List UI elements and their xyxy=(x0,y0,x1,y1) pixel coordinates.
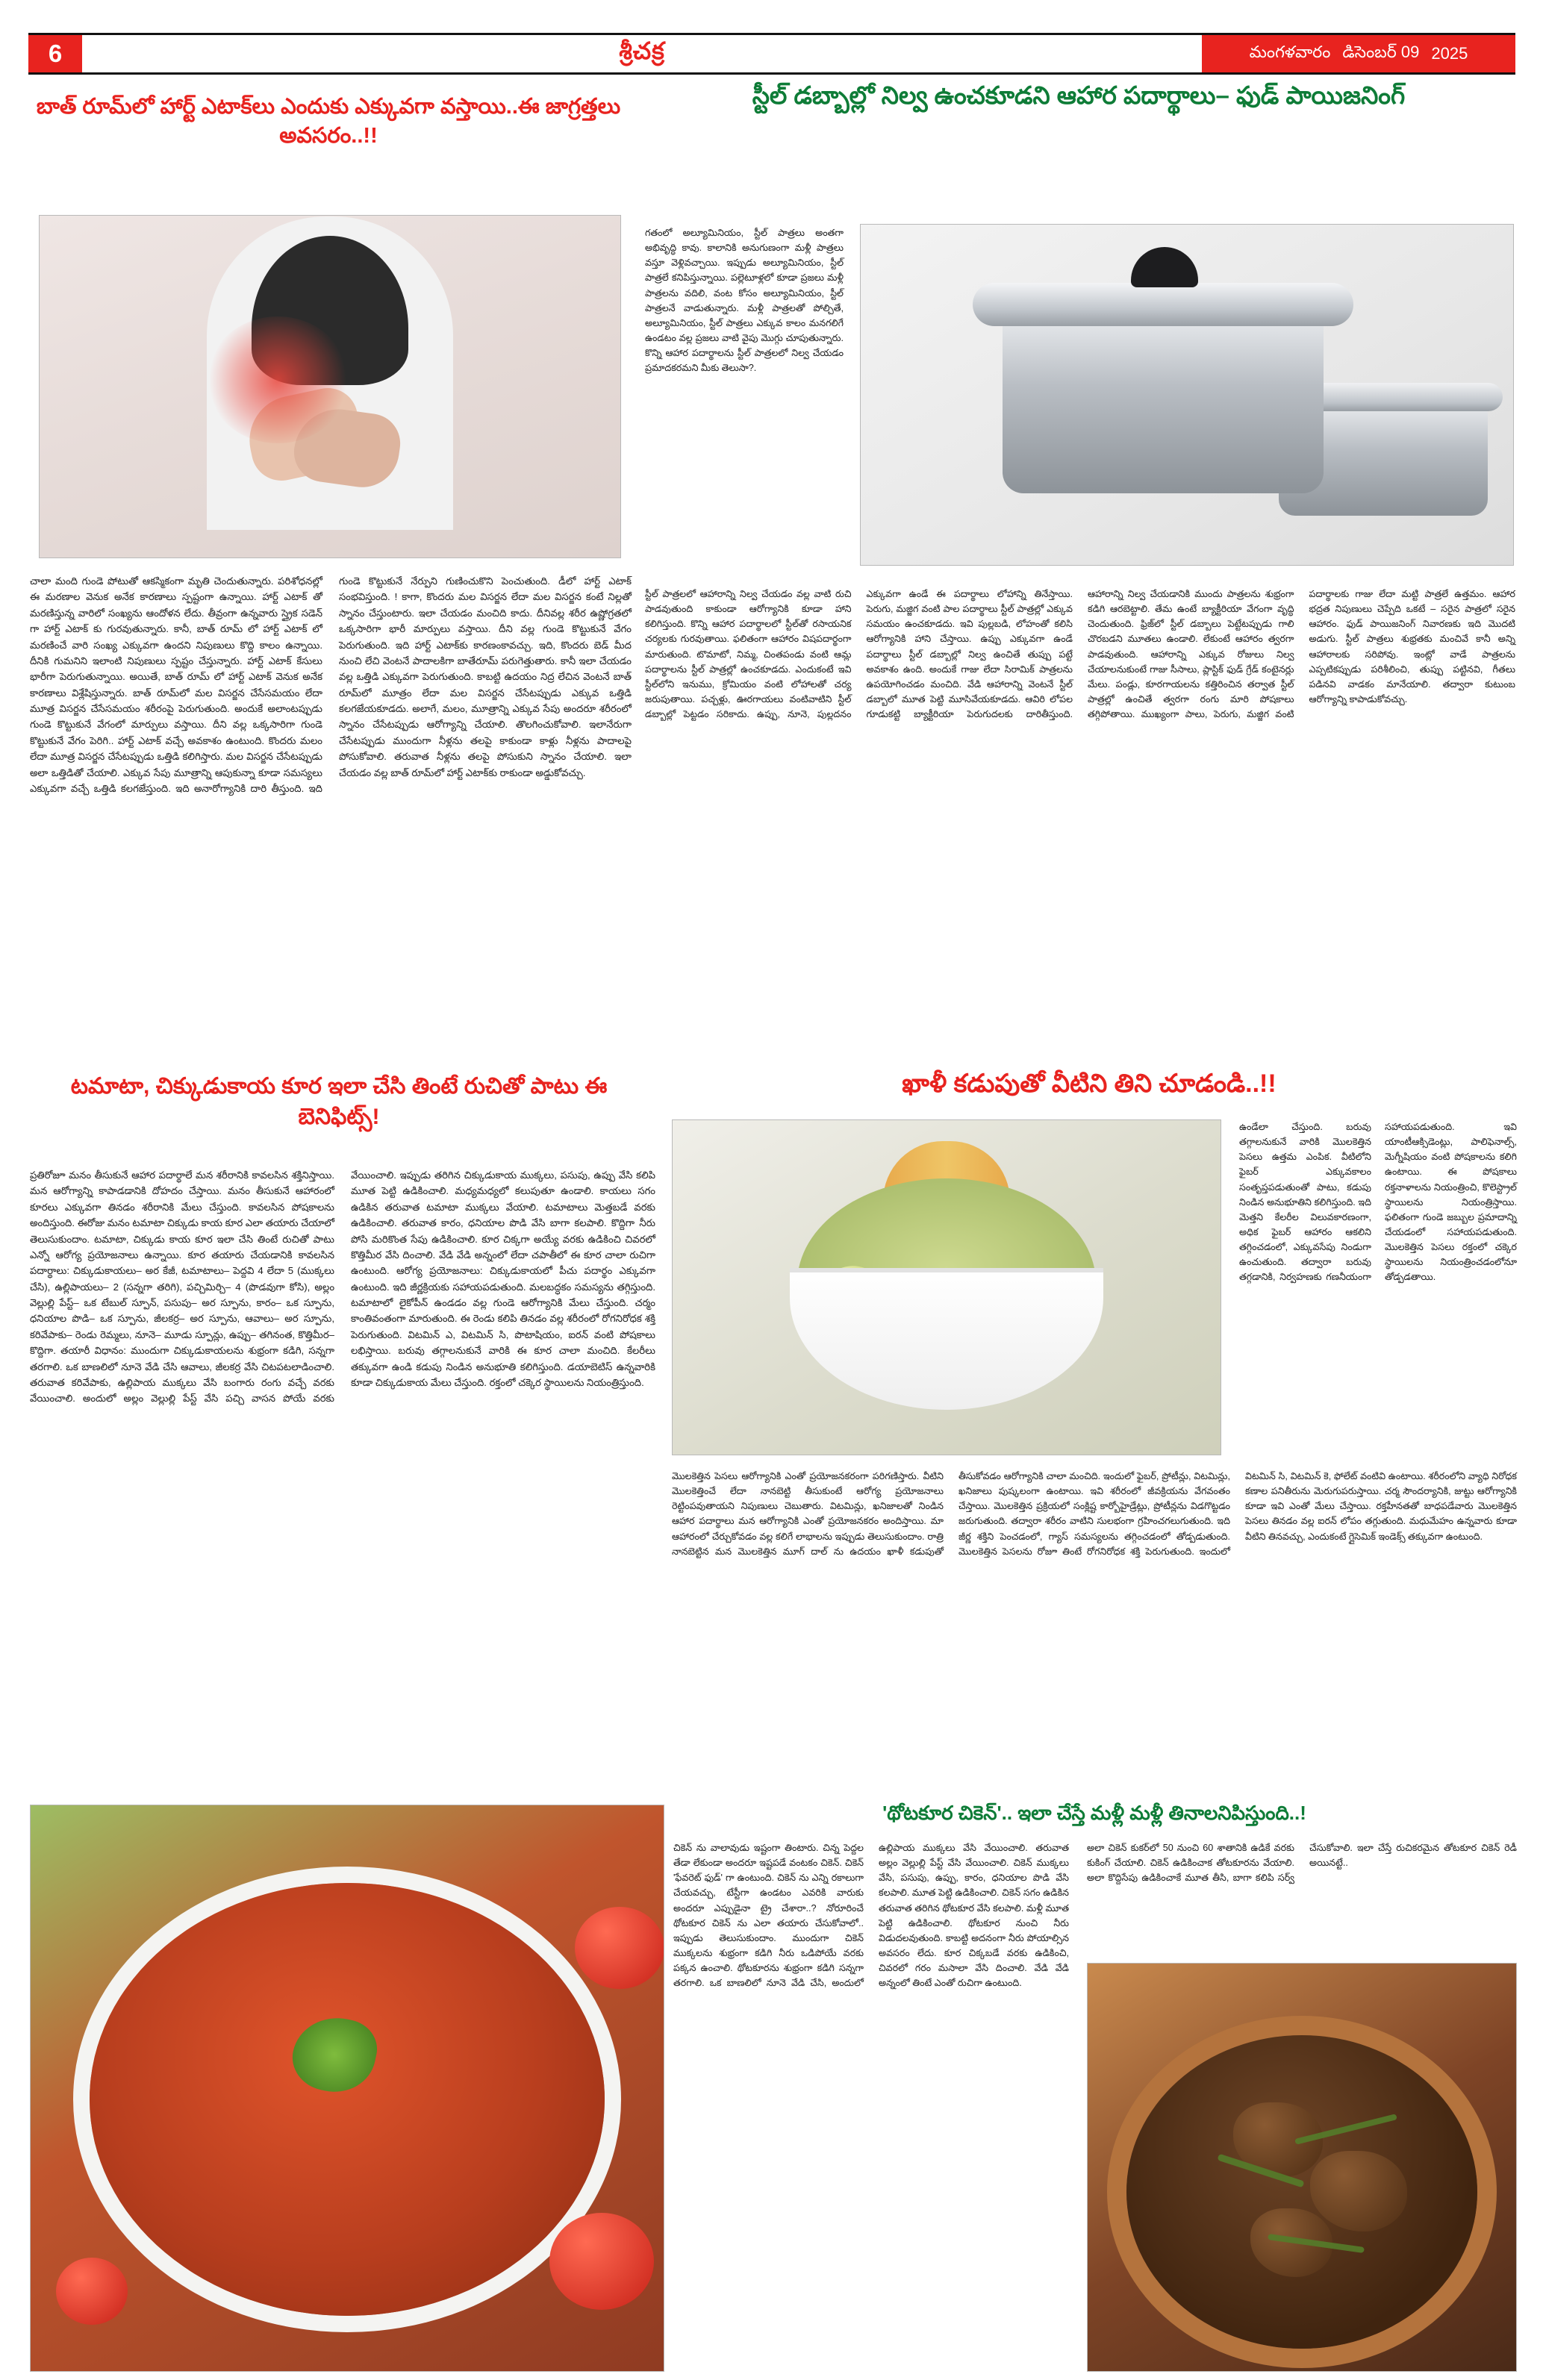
woman-chest-pain-photo xyxy=(39,215,621,558)
masthead-center xyxy=(82,35,1202,72)
story3-headline: టమాటా, చిక్కుడుకాయ కూర ఇలా చేసి తింటే రుచితో పాటు ఈ బెనిఫిట్స్! xyxy=(70,1074,608,1129)
story4-sidebar-text: ఉండేలా చేస్తుంది. బరువు తగ్గాలనుకునే వారికి మొలకెత్తిన పెసలు ఉత్తమ ఎంపిక. వీటిలోని ఫైబర్ ఎక్కువకాలం సంతృప్తపడుతుంతో పాటు, కడుపు నిండిన అనుభూతిని కలిగిస్తుంది. ఇది మెత్తని కేలరీల విలువకారణంగా, అధిక ఫైబర్ ఆహారం ఆకలిని తగ్గించడంలో, ఎక్కువసేపు నిండుగా ఉంచుతుంది. తద్వారా బరువు తగ్గడానికి, నిర్వహణకు గణనీయంగా సహాయపడుతుంది. ఇవి యాంటీఆక్సిడెంట్లు, పాలిఫెనాల్స్, మెగ్నీషియం వంటి పోషకాలను కలిగి ఉంటాయి. ఈ పోషకాలు రక్తనాళాలను నియంత్రించి, కొలెస్ట్రాల్ స్థాయిలను నియంత్రిస్తాయి. ఫలితంగా గుండె జబ్బుల ప్రమాదాన్ని చేయడంలో సహాయపడుతుంది. మొలకెత్తిన పెసలు రక్తంలో చక్కెర స్థాయిలను నియంత్రించడంలోనూ తోడ్పడతాయి. xyxy=(1239,1122,1517,1283)
story5-body-right: అలా చికెన్ కుకర్‌లో 50 నుంచి 60 శాతానికి ఉడికే వరకు కుకింగ్ చేయాలి. చికెన్ ఉడికించాక తోటకూరను వేయాలి. అలా కొద్దిసేపు ఉడికించాకే మూత తీసి, బాగా కలిపి సర్వ్ చేసుకోవాలి. ఇలా చేస్తే రుచికరమైన తోటకూర చికెన్ రెడీ అయినట్టే.. xyxy=(1087,1843,1517,1884)
photo-pot-knob xyxy=(1131,247,1198,287)
sprouts-bowl-photo xyxy=(672,1119,1221,1455)
story2-body: స్టీల్ పాత్రలలో ఆహారాన్ని నిల్వ చేయడం వల్ల వాటి రుచి పాడవుతుంది కాకుండా ఆరోగ్యానికి కూడా హాని కలిగిస్తుంది. కొన్ని ఆహార పదార్థాలలో స్టీల్‌తో రసాయనిక చర్యలకు గురవుతాయి. ఫలితంగా ఆహారం విషపదార్థంగా మారుతుంది. టొమాటో, నిమ్మ, చింతపండు వంటి ఆమ్ల పదార్థాలను స్టీల్ పాత్రల్లో ఉంచకూడదు. ఎందుకంటే ఇవి స్టీల్‌లోని ఇనుము, క్రోమియం వంటి లోహాలతో చర్య జరుపుతాయి. పచ్చళ్లు, ఊరగాయలు వంటివాటిని స్టీల్ డబ్బాల్లో పెట్టడం సరికాదు. ఉప్పు, నూనె, పుల్లదనం ఎక్కువగా ఉండే ఈ పదార్థాలు లోహాన్ని తినేస్తాయి. పెరుగు, మజ్జిగ వంటి పాల పదార్థాలు స్టీల్ పాత్రల్లో ఎక్కువ సమయం ఉంచకూడదు. ఇవి పుల్లబడి, లోహంతో కలిసి ఆరోగ్యానికి హాని చేస్తాయి. ఉప్పు ఎక్కువగా ఉండే పదార్థాలు స్టీల్ డబ్బాల్లో నిల్వ ఉంచితే తుప్పు పట్టే అవకాశం ఉంది. అందుకే గాజు లేదా సిరామిక్ పాత్రలను ఉపయోగించడం మంచిది. వేడి ఆహారాన్ని వెంటనే స్టీల్ డబ్బాలో మూత పెట్టి మూసివేయకూడదు. ఆవిరి లోపల గూడుకట్టి బ్యాక్టీరియా పెరుగుదలకు దారితీస్తుంది. ఆహారాన్ని నిల్వ చేయడానికి ముందు పాత్రలను శుభ్రంగా కడిగి ఆరబెట్టాలి. తేమ ఉంటే బ్యాక్టీరియా వేగంగా వృద్ధి చెందుతుంది. ఫ్రిజ్‌లో స్టీల్ డబ్బాలు పెట్టేటప్పుడు గాలి చొరబడని మూతలు ఉండాలి. లేకుంటే ఆహారం త్వరగా పాడవుతుంది. ఆహారాన్ని ఎక్కువ రోజులు నిల్వ చేయాలనుకుంటే గాజు సీసాలు, ప్లాస్టిక్ ఫుడ్ గ్రేడ్ కంటైనర్లు మేలు. పండ్లు, కూరగాయలను కత్తిరించిన తర్వాత స్టీల్ పాత్రల్లో ఉంచితే త్వరగా రంగు మారి పోషకాలు తగ్గిపోతాయి. ముఖ్యంగా పాలు, పెరుగు, మజ్జిగ వంటి పదార్థాలకు గాజు లేదా మట్టి పాత్రలే ఉత్తమం. ఆహార భద్రత నిపుణులు చెప్పేది ఒకటే – సరైన పాత్రలో సరైన ఆహారం. ఫుడ్ పాయిజనింగ్ నివారణకు ఇది మొదటి అడుగు. స్టీల్ పాత్రలు శుభ్రతకు మంచివే కానీ అన్ని ఆహారాలకు సరిపోవు. ఇంట్లో వాడే పాత్రలను ఎప్పటికప్పుడు పరిశీలించి, తుప్పు పట్టినవి, గీతలు పడినవి వాడకం మానేయాలి. తద్వారా కుటుంబ ఆరోగ్యాన్ని కాపాడుకోవచ్చు. xyxy=(645,589,1515,720)
photo-large-pot xyxy=(1003,314,1324,493)
stainless-steel-pot-photo xyxy=(860,224,1514,566)
photo-tomato-1 xyxy=(575,1907,664,1989)
date-block xyxy=(1202,35,1515,72)
story3-body: ప్రతిరోజూ మనం తీసుకునే ఆహార పదార్థాలే మన శరీరానికి కావలసిన శక్తినిస్తాయి. మన ఆరోగ్యాన్ని కాపాడడానికి దోహదం చేస్తాయి. మనం తీసుకునే ఆహారంలో కూరలు ఎక్కువగా తినడం శరీరానికి మేలు చేస్తుంది. కావలసిన పోషకాలను అందిస్తుంది. ఈరోజు మనం టమాటా చిక్కుడు కాయ కూర ఎలా తయారు చేయాలో తెలుసుకుందాం. టమాటా, చిక్కుడు కాయ కూర ఇలా చేసి తింటే రుచితో పాటు ఎన్నో ఆరోగ్య ప్రయోజనాలు ఉన్నాయి. కూర తయారు చేయడానికి కావలసిన పదార్థాలు: చిక్కుడుకాయలు– అర కేజీ, టమాటాలు– పెద్దవి 4 లేదా 5 (ముక్కలు చేసి), ఉల్లిపాయలు– 2 (సన్నగా తరిగి), పచ్చిమిర్చి– 4 (పొడవుగా కోసి), అల్లం వెల్లుల్లి పేస్ట్– ఒక టేబుల్ స్పూన్, పసుపు– అర స్పూను, కారం– ఒక స్పూను, ధనియాల పొడి– ఒక స్పూను, జీలకర్ర– అర స్పూను, ఆవాలు– అర స్పూను, కరివేపాకు– రెండు రెమ్మలు, నూనె– మూడు స్పూన్లు, ఉప్పు– తగినంత, కొత్తిమీర– కొద్దిగా. తయారీ విధానం: ముందుగా చిక్కుడుకాయలను శుభ్రంగా కడిగి, సన్నగా తరగాలి. ఒక బాణలిలో నూనె వేడి చేసి ఆవాలు, జీలకర్ర వేసి చిటపటలాడించాలి. తరువాత కరివేపాకు, ఉల్లిపాయ ముక్కలు వేసి బంగారు రంగు వచ్చే వరకు వేయించాలి. అందులో అల్లం వెల్లుల్లి పేస్ట్ వేసి పచ్చి వాసన పోయే వరకు వేయించాలి. ఇప్పుడు తరిగిన చిక్కుడుకాయ ముక్కలు, పసుపు, ఉప్పు వేసి కలిపి మూత పెట్టి ఉడికించాలి. మధ్యమధ్యలో కలుపుతూ ఉండాలి. కాయలు సగం ఉడికిన తరువాత టమాటా ముక్కలు వేయాలి. టమాటాలు మెత్తబడే వరకు ఉడికించాలి. తరువాత కారం, ధనియాల పొడి వేసి బాగా కలపాలి. కొద్దిగా నీరు పోసి మరికొంత సేపు ఉడికించాలి. కూర చిక్కగా అయ్యే వరకు ఉడికించి చివరలో కొత్తిమీర వేసి దించాలి. వేడి వేడి అన్నంలో లేదా చపాతీలో ఈ కూర చాలా రుచిగా ఉంటుంది. ఆరోగ్య ప్రయోజనాలు: చిక్కుడుకాయలో పీచు పదార్థం ఎక్కువగా ఉంటుంది. ఇది జీర్ణక్రియకు సహాయపడుతుంది. మలబద్ధకం సమస్యను తగ్గిస్తుంది. టమాటాలో లైకోపీన్ ఉండడం వల్ల గుండె ఆరోగ్యానికి మేలు చేస్తుంది. చర్మం కాంతివంతంగా మారుతుంది. ఈ రెండు కలిపి తినడం వల్ల శరీరంలో రోగనిరోధక శక్తి పెరుగుతుంది. విటమిన్ ఎ, విటమిన్ సి, పొటాషియం, ఐరన్ వంటి పోషకాలు లభిస్తాయి. బరువు తగ్గాలనుకునే వారికి ఈ కూర చాలా మంచిది. కేలరీలు తక్కువగా ఉండి కడుపు నిండిన అనుభూతి కలిగిస్తుంది. డయాబెటిస్ ఉన్నవారికి కూడా చిక్కుడుకాయ మేలు చేస్తుంది. రక్తంలో చక్కెర స్థాయిలను నియంత్రిస్తుంది. xyxy=(30,1169,655,1405)
newspaper-logo: శ్రీచక్ర xyxy=(619,37,665,64)
chest-pain-glow xyxy=(207,316,349,443)
story1-headline: బాత్ రూమ్‌లో హార్ట్ ఎటాక్‌లు ఎందుకు ఎక్కువగా వస్తాయి..ఈ జాగ్రత్తలు అవసరం..!! xyxy=(36,95,621,149)
photo-tomato-2 xyxy=(549,2213,654,2310)
story2-headline: స్టీల్ డబ్బాల్లో నిల్వ ఉంచకూడని ఆహార పదార్థాలు– ఫుడ్ పాయిజనింగ్ xyxy=(752,81,1406,109)
story5-body-left: చికెన్ ను వాలావుడు ఇష్టంగా తింటారు. చిన్న పెద్దల తేడా లేకుండా అందరూ ఇష్టపడే వంటకం చికెన్. చికెన్ 'ఫేవరెట్ ఫుడ్' గా ఉంటుంది. చికెన్ ను ఎన్ని రకాలుగా చేయవచ్చు, టేస్టీగా ఉండటం ఎవరికి వారుకు అందరూ ఎప్పుడైనా ట్రై చేశారా..? నోరూరించే థోటకూర చికెన్ ను ఎలా తయారు చేసుకోవాలో.. ఇప్పుడు తెలుసుకుందాం. ముందుగా చికెన్ ముక్కలను శుభ్రంగా కడిగి నీరు ఒడిపోయే వరకు పక్కన ఉంచాలి. థోటకూరను శుభ్రంగా కడిగి సన్నగా తరగాలి. ఒక బాణలిలో నూనె వేడి చేసి, అందులో ఉల్లిపాయ ముక్కలు వేసి వేయించాలి. తరువాత అల్లం వెల్లుల్లి పేస్ట్ వేసి వేయించాలి. చికెన్ ముక్కలు వేసి, పసుపు, ఉప్పు, కారం, ధనియాల పొడి వేసి కలపాలి. మూత పెట్టి ఉడికించాలి. చికెన్ సగం ఉడికిన తరువాత తరిగిన థోటకూర వేసి కలపాలి. మళ్లీ మూత పెట్టి ఉడికించాలి. థోటకూర నుంచి నీరు విడుదలవుతుంది. కాబట్టి అదనంగా నీరు పోయాల్సిన అవసరం లేదు. కూర చిక్కబడే వరకు ఉడికించి, చివరలో గరం మసాలా వేసి దించాలి. వేడి వేడి అన్నంలో తింటే ఎంతో రుచిగా ఉంటుంది. xyxy=(673,1843,1069,1989)
masthead xyxy=(28,33,1515,75)
photo-tomato-3 xyxy=(56,2258,128,2325)
story4-headline: ఖాళీ కడుపుతో వీటిని తిని చూడండి..!! xyxy=(902,1069,1277,1098)
story4-body: మొలకెత్తిన పెసలు ఆరోగ్యానికి ఎంతో ప్రయోజనకరంగా పరిగణిస్తారు. వీటిని మొలకెత్తించే లేదా నానబెట్టి తీసుకుంటే ఆరోగ్య ప్రయోజనాలు రెట్టింపవుతాయని నిపుణులు చెబుతారు. విటమిన్లు, ఖనిజాలతో నిండిన ఆహార పదార్థాలు మన ఆరోగ్యానికి ఎంతో ప్రయోజనకరం అందిస్తాయి. మా ఆహారంలో చేర్చుకోవడం వల్ల కలిగే లాభాలను ఇప్పుడు తెలుసుకుందాం. రాత్రి నానబెట్టిన మన మొలకెత్తిన మూగ్ దాల్ ను ఉదయం ఖాళీ కడుపుతో తీసుకోవడం ఆరోగ్యానికి చాలా మంచిది. ఇందులో ఫైబర్, ప్రోటీన్లు, విటమిన్లు, ఖనిజాలు పుష్కలంగా ఉంటాయి. ఇవి శరీరంలో జీవక్రియను వేగవంతం చేస్తాయి. మొలకెత్తిన ప్రక్రియలో సంక్లిష్ట కార్బోహైడ్రేట్లు, ప్రోటీన్లను విడగొట్టడం జరుగుతుంది. తద్వారా శరీరం వాటిని సులభంగా గ్రహించగలుగుతుంది. ఇది జీర్ణ శక్తిని పెంచడంలో, గ్యాస్ సమస్యలను తగ్గించడంలో తోడ్పడుతుంది. మొలకెత్తిన పెసలను రోజూ తింటే రోగనిరోధక శక్తి పెరుగుతుంది. ఇందులో విటమిన్ సి, విటమిన్ కె, ఫోలేట్ వంటివి ఉంటాయి. శరీరంలోని వ్యాధి నిరోధక కణాల పనితీరును మెరుగుపరుస్తాయి. చర్మ సౌందర్యానికి, జుట్టు ఆరోగ్యానికి కూడా ఇవి ఎంతో మేలు చేస్తాయి. రక్తహీనతతో బాధపడేవారు మొలకెత్తిన పెసలు తినడం వల్ల ఐరన్ లోపం తగ్గుతుంది. మధుమేహం ఉన్నవారు కూడా వీటిని తినవచ్చు, ఎందుకంటే గ్లైసెమిక్ ఇండెక్స్ తక్కువగా ఉంటుంది. xyxy=(672,1471,1517,1557)
tomato-beans-curry-photo xyxy=(30,1805,664,2372)
page-number: 6 xyxy=(28,35,82,72)
photo-white-bowl xyxy=(790,1268,1103,1410)
thotakura-chicken-photo xyxy=(1087,1963,1517,2372)
story2-intro: గతంలో అల్యూమినియం, స్టీల్ పాత్రలు అంతగా అభివృద్ధి కావు. కాలానికి అనుగుణంగా మళ్లీ పాత్రలు వస్తూ వెళ్లివచ్చాయి. ఇప్పుడు అల్యూమినియం, స్టీల్ పాత్రలే కనిపిస్తున్నాయి. పల్లెటూళ్లలో కూడా ప్రజలు మళ్లీ పాత్రలను వదిలి, వంట కోసం అల్యూమినియం, స్టీల్ పాత్రలనే వాడుతున్నారు. మళ్లీ పాత్రలతో పోల్చితే, అల్యూమినియం, స్టీల్ పాత్రలు ఎక్కువ కాలం మనగలిగే ఉండటం వల్ల ప్రజలు వాటి వైపు మొగ్గు చూపుతున్నారు. కొన్ని ఆహార పదార్థాలను స్టీల్ పాత్రలలో నిల్వ చేయడం ప్రమాదకరమని మీకు తెలుసా?. xyxy=(645,228,844,374)
year-label: 2025 xyxy=(1431,44,1468,63)
weekday-label: మంగళవారం xyxy=(1249,42,1331,61)
story5-headline: 'థోటకూర చికెన్'.. ఇలా చేస్తే మళ్లీ మళ్లీ తినాలనిపిస్తుంది..! xyxy=(882,1802,1306,1824)
photo-clay-bowl xyxy=(1126,2035,1477,2349)
photo-curry-bowl xyxy=(90,1883,605,2316)
photo-large-pot-lid xyxy=(973,283,1353,326)
story1-body: చాలా మంది గుండె పోటుతో ఆకస్మికంగా మృతి చెందుతున్నారు. పరిశోధనల్లో ఈ మరణాల వెనుక అనేక కారణాలు స్పష్టంగా ఉన్నాయి. హార్ట్ ఎటాక్ తో మరణిస్తున్న వారిలో సంఖ్యను ఆందోళన లేదు. తీవ్రంగా ఉన్నవారు స్త్రైక సడెన్ గా హార్ట్ ఎటాక్ కు గురవుతున్నారు. కానీ, బాత్ రూమ్ లో హార్ట్ ఎటాక్ లో మరణించే వారి సంఖ్య ఎక్కువగా ఉందని నిపుణులు కొద్ది కాలం ఉన్నాయి. దీనికి గుమనిని ఇలాంటి నిపుణులు స్పష్టం చేస్తున్నారు. హార్ట్ ఎటాక్ కేసులు భారీగా పెరుగుతున్నాయి. అయితే, బాత్ రూమ్ లో హార్ట్ ఎటాక్ వెనుక అనేక కారణాలు విశ్లేషిస్తున్నారు. బాత్ రూమ్‌లో మల విసర్జన చేసేసమయం లేదా మూత్ర విసర్జన చేసేసమయం శరీరంపై పెరుగుతుంది. అందుకే అలాంటప్పుడు గుండె కొట్టుకునే వేగంలో మార్పులు వస్తాయి. దీని వల్ల ఒక్కసారిగా గుండె కొట్టుకునే వేగం పెరిగి.. హార్ట్ ఎటాక్ వచ్చే అవకాశం ఉంటుంది. కొందరు మలం లేదా మూత్ర విసర్జన చేసేటప్పుడు ఒత్తిడి కలిగిస్తారు. మల విసర్జన చేసేటప్పుడు అలా ఒత్తిడితో చేయాలి. ఎక్కువ సేపు మూత్రాన్ని ఆపుకున్నా కూడా సమస్యలు ఎక్కువగా వచ్చే ఒత్తిడి కలగజేస్తుంది. ఇది అనారోగ్యానికి దారి తీస్తుంది. ఇది గుండె కొట్టుకునే నేర్పుని గుణించుకొని పెంచుతుంది. డీలో హార్ట్ ఎటాక్ సంభవిస్తుంది. ! కాగా, కొందరు మల విసర్జన లేదా మల విసర్జన కంటే నిల్లతో స్నానం చేస్తుంటారు. ఇలా చేయడం మంచిది కాదు. దీనివల్ల శరీర ఉష్ణోగ్రతలో ఒక్కసారిగా భారీ మార్పులు వస్తాయి. దీని వల్ల గుండె కొట్టుకునే వేగం పెరుగుతుంది. ఇది హార్ట్ ఎటాక్‌కు కారణంకావచ్చు. ఇది, కొందరు బెడ్ మీద నుంచి లేచి వెంటనే పాదాలకిగా బాతేరూమ్ పరుగెత్తుతారు. కానీ ఇలా చేయడం వల్ల ఒత్తిడి ఎక్కువగా పెరుగుతుంది. కాబట్టి ఉదయం నిద్ర లేచిన వెంటనే బాత్ రూమ్‌లో మూత్రం లేదా మల విసర్జన చేసేటప్పుడు ఎక్కువ ఒత్తిడి కలగజేయకూడదు. అలాగే, మలం, మూత్రాన్ని ఎక్కువ సేపు అందరూ శరీరంలో స్నానం చేసేటప్పుడు ఆరోగ్యాన్ని చేయాలి. తొలగించుకోవాలి. ఇలానేరుగా చేసేటప్పుడు ముందుగా నీళ్లను తలపై కాకుండా కాళ్లు నీళ్లను పాదాలపై పోసుకోవాలి. తరువాత నీళ్లను తలపై పోసుకుని స్నానం చేయాలి. ఇలా చేయడం వల్ల బాత్ రూమ్‌లో హార్ట్ ఎటాక్‌కు రాకుండా అడ్డుకోవచ్చు. xyxy=(30,575,632,794)
date-label: డిసెంబర్ 09 xyxy=(1342,42,1420,61)
